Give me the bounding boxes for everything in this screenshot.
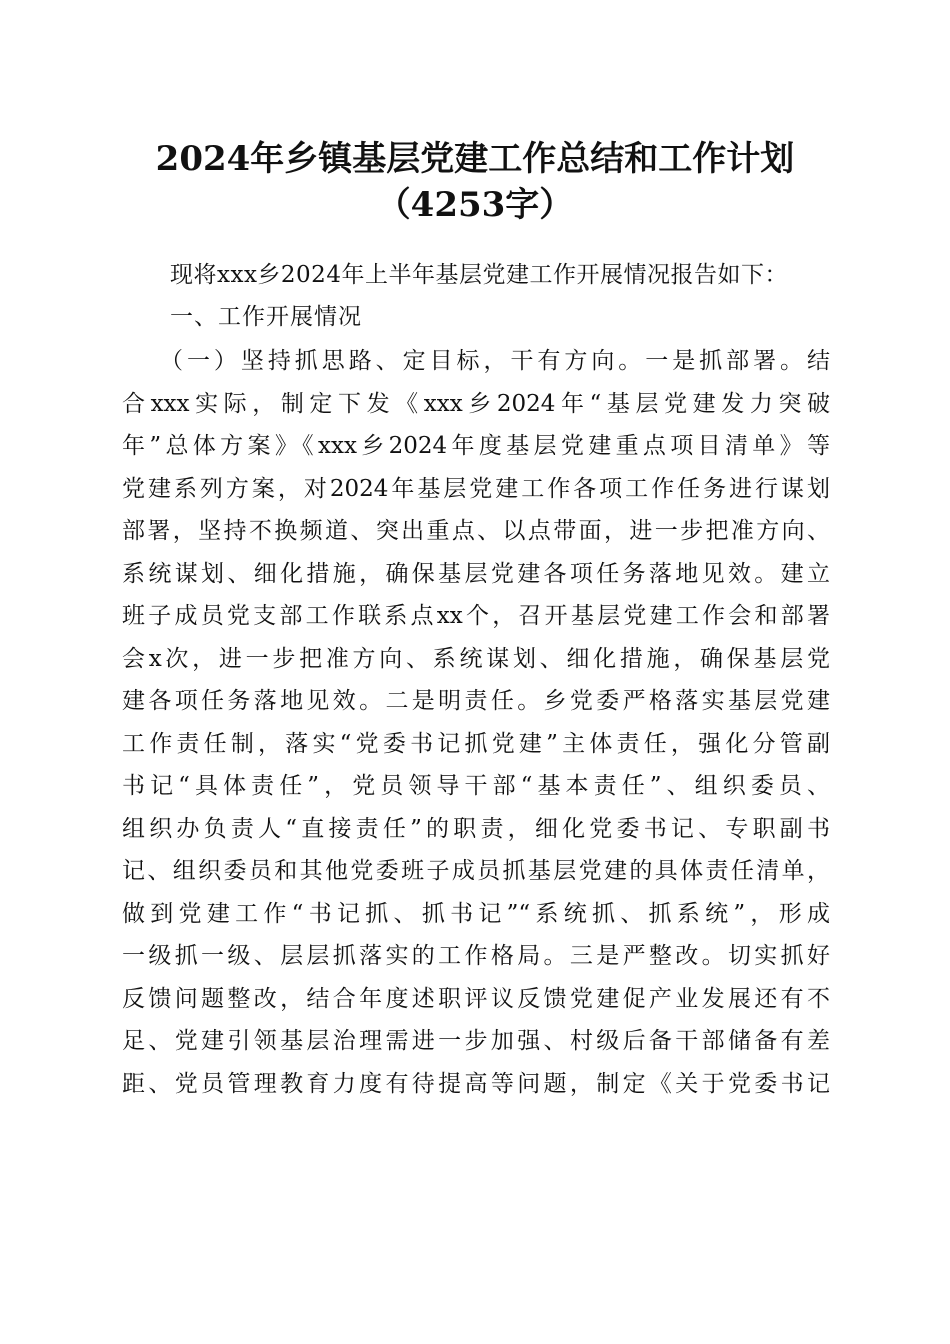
document-body	[122, 254, 830, 1105]
paragraph-line: 系统谋划、细化措施，确保基层党建各项任务落地见效。建立	[122, 560, 830, 587]
paragraph-line: 部署，坚持不换频道、突出重点、以点带面，进一步把准方向、	[122, 518, 830, 544]
paragraph-line: 党建系列方案，对2024年基层党建工作各项工作任务进行谋划	[122, 475, 830, 502]
paragraph-line: 建各项任务落地见效。二是明责任。乡党委严格落实基层党建	[122, 688, 830, 714]
document-title	[0, 136, 950, 228]
paragraph-line: 距、党员管理教育力度有待提高等问题，制定《关于党委书记	[122, 1070, 830, 1097]
title-line-1: 2024年乡镇基层党建工作总结和工作计划	[155, 139, 795, 179]
paragraph-line: 会x次，进一步把准方向、系统谋划、细化措施，确保基层党	[122, 645, 830, 672]
paragraph-line: 足、党建引领基层治理需进一步加强、村级后备干部储备有差	[122, 1028, 830, 1054]
paragraph-line: 年”总体方案》《xxx乡2024年度基层党建重点项目清单》等	[122, 433, 830, 459]
title-line-2: （4253字）	[376, 185, 574, 225]
paragraph-line: 做到党建工作“书记抓、抓书记”“系统抓、抓系统”，形成	[122, 900, 830, 927]
paragraph-line: 一级抓一级、层层抓落实的工作格局。三是严整改。切实抓好	[122, 943, 830, 969]
paragraph-line: 班子成员党支部工作联系点xx个，召开基层党建工作会和部署	[122, 603, 830, 629]
paragraph-line: 工作责任制，落实“党委书记抓党建”主体责任，强化分管副	[122, 730, 830, 757]
intro-paragraph: 现将xxx乡2024年上半年基层党建工作开展情况报告如下：	[170, 262, 788, 288]
paragraph-line: （一）坚持抓思路、定目标，干有方向。一是抓部署。结	[160, 348, 830, 374]
body-paragraph	[122, 340, 830, 1105]
paragraph-line: 书记“具体责任”，党员领导干部“基本责任”、组织委员、	[122, 773, 830, 799]
paragraph-line: 合xxx实际，制定下发《xxx乡2024年“基层党建发力突破	[122, 390, 830, 417]
section-heading: 一、工作开展情况	[170, 304, 362, 330]
paragraph-line: 记、组织委员和其他党委班子成员抓基层党建的具体责任清单，	[122, 858, 830, 884]
paragraph-line: 反馈问题整改，结合年度述职评议反馈党建促产业发展还有不	[122, 985, 830, 1012]
paragraph-line: 组织办负责人“直接责任”的职责，细化党委书记、专职副书	[122, 815, 830, 842]
